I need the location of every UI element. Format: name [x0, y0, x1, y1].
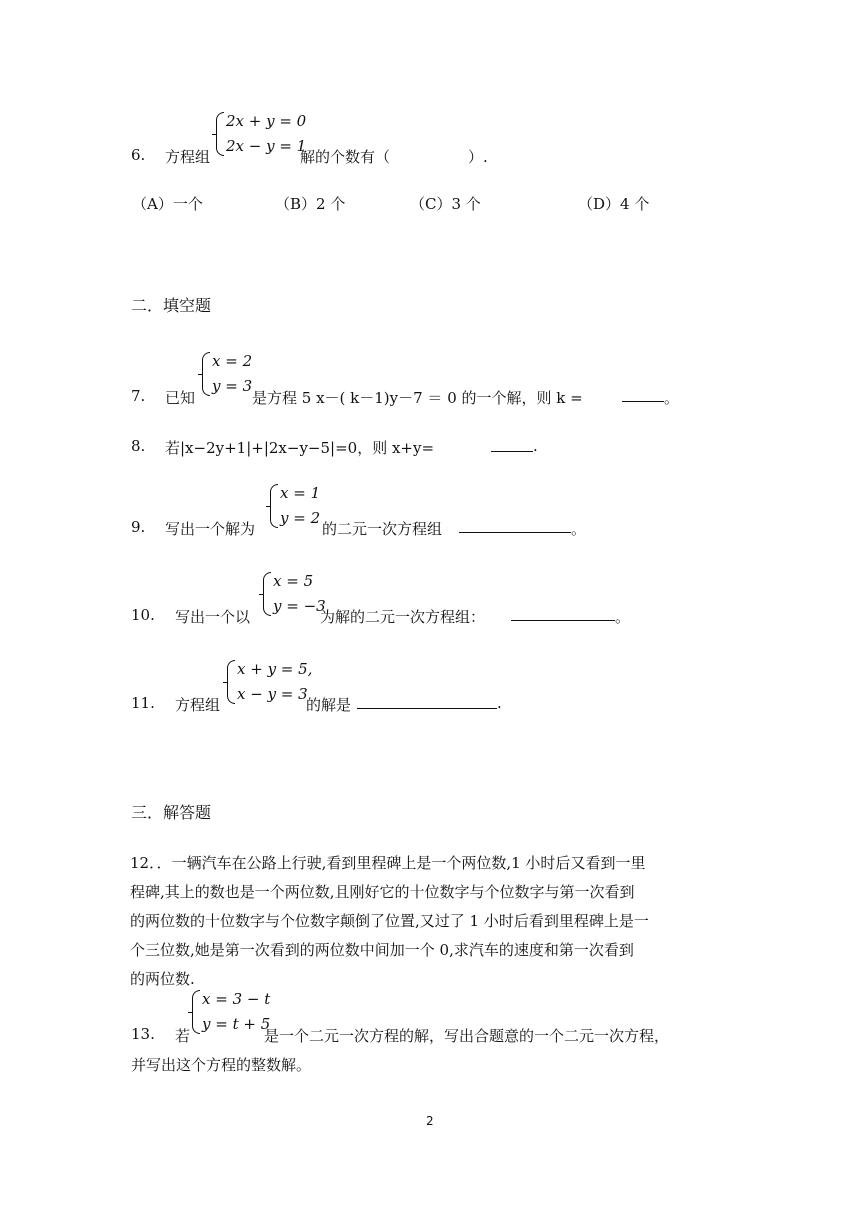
q13-equation-system: [192, 988, 272, 1036]
brace-icon: [216, 112, 224, 156]
q10-answer-blank[interactable]: [511, 606, 615, 621]
q11-end: .: [497, 694, 502, 712]
q8-end: .: [533, 437, 538, 455]
q9-end: 。: [571, 520, 587, 538]
q6-option-a: （A）一个: [132, 195, 203, 213]
q6-end: ）.: [468, 148, 488, 166]
q10-equation-2: y = −3: [273, 597, 326, 615]
q8-number: 8.: [131, 437, 146, 455]
q7-number: 7.: [131, 387, 146, 405]
q10-number: 10.: [131, 606, 155, 624]
q8-text: 若|x−2y+1|+|2x−y−5|=0，则 x+y=: [165, 439, 435, 457]
q11-equation-2: x − y = 3: [237, 685, 308, 703]
q6-equation-1: 2x + y = 0: [226, 112, 307, 130]
q11-text: 的解是: [306, 696, 352, 714]
brace-icon: [263, 572, 271, 616]
section-3-heading: 三．解答题: [131, 803, 212, 822]
brace-icon: [192, 990, 200, 1034]
q12-line-4: 个三位数,她是第一次看到的两位数中间加一个 0,求汽车的速度和第一次看到: [130, 941, 634, 959]
q11-answer-blank[interactable]: [357, 694, 497, 709]
q6-suffix: 解的个数有（: [300, 148, 391, 166]
brace-icon: [202, 352, 210, 396]
q12-line-5: 的两位数.: [130, 970, 195, 988]
q12-line-2: 程碑,其上的数也是一个两位数,且刚好它的十位数字与个位数字与第一次看到: [130, 883, 635, 901]
q7-end: 。: [664, 389, 680, 407]
q9-equation-2: y = 2: [280, 509, 321, 527]
q13-line-2: 并写出这个方程的整数解。: [131, 1056, 312, 1074]
page-number: 2: [426, 1114, 434, 1128]
q9-prefix: 写出一个解为: [165, 520, 256, 538]
q6-option-d: （D）4 个: [578, 195, 650, 213]
q6-equation-system: [216, 110, 306, 158]
q9-equation-1: x = 1: [280, 484, 321, 502]
q7-answer-blank[interactable]: [622, 387, 664, 402]
q11-equation-1: x + y = 5,: [237, 660, 313, 678]
q6-number: 6.: [131, 146, 146, 164]
q6-option-b: （B）2 个: [275, 195, 346, 213]
q6-equation-2: 2x − y = 1: [226, 137, 307, 155]
q11-equation-system: [227, 658, 317, 706]
q10-prefix: 写出一个以: [175, 608, 251, 626]
q10-equation-1: x = 5: [273, 572, 314, 590]
q7-prefix: 已知: [165, 389, 196, 407]
q13-prefix: 若: [175, 1027, 191, 1045]
brace-icon: [227, 660, 235, 704]
q8-answer-blank[interactable]: [491, 437, 533, 452]
q10-end: 。: [615, 608, 631, 626]
brace-icon: [270, 484, 278, 528]
q7-equation-1: x = 2: [212, 352, 253, 370]
q10-text: 为解的二元一次方程组：: [320, 608, 486, 626]
q9-number: 9.: [131, 518, 146, 536]
q6-prefix: 方程组: [165, 148, 211, 166]
q7-text: 是方程 5 x－( k－1)y－7 ＝ 0 的一个解，则 k =: [252, 389, 583, 407]
q13-text: 是一个二元一次方程的解，写出合题意的一个二元一次方程，: [264, 1027, 670, 1045]
q9-equation-system: [270, 482, 330, 530]
q12-line-3: 的两位数的十位数字与个位数字颠倒了位置,又过了 1 小时后看到里程碑上是一: [130, 912, 649, 930]
q11-number: 11.: [131, 694, 155, 712]
q12-paragraph: [130, 849, 730, 994]
section-2-heading: 二．填空题: [131, 296, 212, 315]
q12-line-1: 12．．一辆汽车在公路上行驶,看到里程碑上是一个两位数,1 小时后又看到一里: [130, 854, 646, 872]
q9-text: 的二元一次方程组: [322, 520, 443, 538]
q7-equation-2: y = 3: [212, 377, 253, 395]
q13-equation-1: x = 3 − t: [202, 990, 271, 1008]
q13-number: 13.: [131, 1025, 155, 1043]
q13-equation-2: y = t + 5: [202, 1015, 271, 1033]
q9-answer-blank[interactable]: [459, 518, 571, 533]
q6-option-c: （C）3 个: [410, 195, 481, 213]
q11-prefix: 方程组: [175, 696, 221, 714]
